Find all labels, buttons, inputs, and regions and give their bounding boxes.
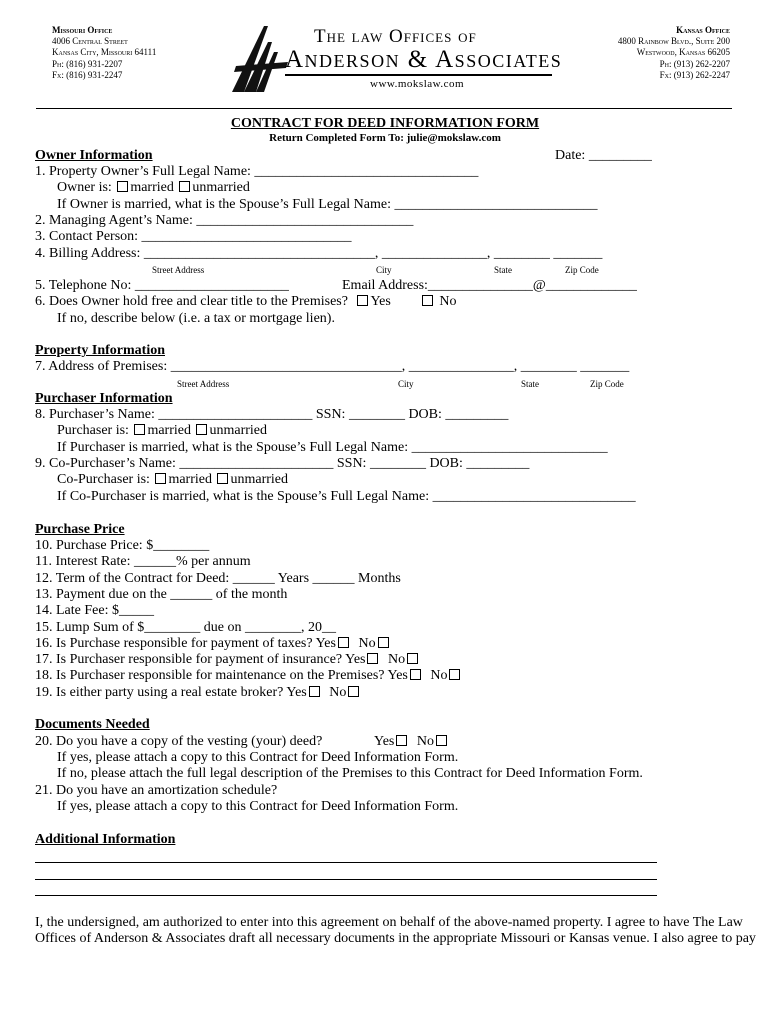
additional-heading: Additional Information xyxy=(35,832,176,847)
lump-sum-field[interactable]: 15. Lump Sum of $________ due on ________, 20__ xyxy=(35,620,336,635)
closing-text-line-2: Offices of Anderson & Associates draft all necessary documents in the appropriate Missouri or Kansas venue. I also agree to pay xyxy=(35,931,756,946)
deed-no-note: If no, please attach the full legal description of the Premises to this Contract for Deed Information Form. xyxy=(57,766,643,781)
owner-name-field[interactable]: 1. Property Owner’s Full Legal Name: ________________________________ xyxy=(35,164,479,179)
taxes-yes-checkbox[interactable] xyxy=(338,637,349,648)
deed-yes-note: If yes, please attach a copy to this Contract for Deed Information Form. xyxy=(57,750,459,765)
purchaser-married-label: married xyxy=(147,423,191,438)
deed-no-label: No xyxy=(416,734,434,749)
closing-text-line-1: I, the undersigned, am authorized to enter into this agreement on behalf of the above-named property. I agree to have The Law xyxy=(35,915,743,930)
free-clear-no-checkbox[interactable] xyxy=(422,295,433,306)
deed-question: 20. Do you have a copy of the vesting (your) deed? xyxy=(35,734,323,749)
additional-line-1[interactable] xyxy=(35,862,657,863)
insurance-no-checkbox[interactable] xyxy=(407,653,418,664)
form-title: CONTRACT FOR DEED INFORMATION FORM xyxy=(230,116,540,131)
taxes-no-checkbox[interactable] xyxy=(378,637,389,648)
premises-street-label: Street Address xyxy=(177,379,230,389)
maintenance-row xyxy=(35,668,462,684)
kansas-address-1: 4800 Rainbow Blvd., Suite 200 xyxy=(617,36,730,47)
purchaser-unmarried-label: unmarried xyxy=(209,423,267,438)
broker-no-label: No xyxy=(329,685,347,700)
copurchaser-name-field[interactable]: 9. Co-Purchaser’s Name: ______________________ SSN: ________ DOB: _________ xyxy=(35,456,530,471)
taxes-question: 16. Is Purchase responsible for payment of taxes? Yes xyxy=(35,636,336,651)
purchaser-married-checkbox[interactable] xyxy=(134,424,145,435)
billing-state-label: State xyxy=(494,265,512,275)
maintenance-no-checkbox[interactable] xyxy=(449,669,460,680)
purchaser-spouse-field[interactable]: If Purchaser is married, what is the Spouse’s Full Legal Name: ____________________________ xyxy=(57,440,608,455)
firm-line-1: The law Offices of xyxy=(314,26,477,47)
owner-spouse-field[interactable]: If Owner is married, what is the Spouse’s Full Legal Name: _____________________________ xyxy=(57,197,598,212)
additional-line-3[interactable] xyxy=(35,895,657,896)
missouri-address-1: 4006 Central Street xyxy=(52,36,128,47)
billing-zip-label: Zip Code xyxy=(565,265,599,275)
free-clear-row xyxy=(35,294,456,310)
interest-rate-field[interactable]: 11. Interest Rate: ______% per annum xyxy=(35,554,251,569)
copurchaser-unmarried-checkbox[interactable] xyxy=(217,473,228,484)
owner-married-checkbox[interactable] xyxy=(117,181,128,192)
copurchaser-is-label: Co-Purchaser is: xyxy=(57,472,150,487)
firm-website[interactable]: www.mokslaw.com xyxy=(370,78,465,90)
lien-description-note: If no, describe below (i.e. a tax or mortgage lien). xyxy=(57,311,335,326)
managing-agent-field[interactable]: 2. Managing Agent’s Name: _______________________________ xyxy=(35,213,414,228)
copurchaser-married-label: married xyxy=(168,472,212,487)
owner-heading: Owner Information xyxy=(35,148,153,163)
owner-marital-row xyxy=(57,180,250,196)
kansas-fax: Fx: (913) 262-2247 xyxy=(659,69,730,80)
insurance-yes-checkbox[interactable] xyxy=(367,653,378,664)
deed-options xyxy=(374,734,449,750)
missouri-address-2: Kansas City, Missouri 64111 xyxy=(52,47,157,58)
billing-street-label: Street Address xyxy=(152,265,205,275)
premises-state-label: State xyxy=(521,379,539,389)
documents-heading: Documents Needed xyxy=(35,717,150,732)
firm-logo-icon xyxy=(230,22,290,94)
billing-address-field[interactable]: 4. Billing Address: _________________________________, _______________, ________ _______ xyxy=(35,246,603,261)
insurance-no-label: No xyxy=(387,652,406,667)
contract-term-field[interactable]: 12. Term of the Contract for Deed: ______ Years ______ Months xyxy=(35,571,401,586)
kansas-address-2: Westwood, Kansas 66205 xyxy=(636,47,730,58)
copurchaser-marital-row xyxy=(57,472,288,488)
kansas-office-title: Kansas Office xyxy=(676,25,730,35)
free-clear-question: 6. Does Owner hold free and clear title to the Premises? xyxy=(35,294,348,309)
contact-person-field[interactable]: 3. Contact Person: ______________________________ xyxy=(35,229,352,244)
firm-underline xyxy=(285,74,552,76)
maintenance-no-label: No xyxy=(430,668,448,683)
date-field[interactable]: Date: _________ xyxy=(555,148,652,163)
email-field[interactable]: Email Address:_______________@_____________ xyxy=(342,278,637,293)
broker-question: 19. Is either party using a real estate broker? Yes xyxy=(35,685,307,700)
missouri-fax: Fx: (816) 931-2247 xyxy=(52,69,123,80)
premises-address-field[interactable]: 7. Address of Premises: _________________________________, _______________, ________ _______ xyxy=(35,359,630,374)
owner-unmarried-checkbox[interactable] xyxy=(179,181,190,192)
owner-married-label: married xyxy=(130,180,174,195)
owner-unmarried-label: unmarried xyxy=(192,180,250,195)
property-heading: Property Information xyxy=(35,343,165,358)
copurchaser-married-checkbox[interactable] xyxy=(155,473,166,484)
taxes-no-label: No xyxy=(358,636,376,651)
kansas-office xyxy=(618,25,730,81)
form-subtitle: Return Completed Form To: julie@mokslaw.com xyxy=(269,132,501,144)
insurance-question: 17. Is Purchaser responsible for payment of insurance? Yes xyxy=(35,652,366,667)
header-divider xyxy=(36,108,732,109)
purchase-price-field[interactable]: 10. Purchase Price: $________ xyxy=(35,538,210,553)
missouri-office-title: Missouri Office xyxy=(52,25,113,35)
maintenance-question: 18. Is Purchaser responsible for maintenance on the Premises? Yes xyxy=(35,668,408,683)
billing-city-label: City xyxy=(376,265,392,275)
copurchaser-spouse-field[interactable]: If Co-Purchaser is married, what is the Spouse’s Full Legal Name: _____________________________ xyxy=(57,489,636,504)
purchaser-name-field[interactable]: 8. Purchaser’s Name: ______________________ SSN: ________ DOB: _________ xyxy=(35,407,509,422)
purchaser-heading: Purchaser Information xyxy=(35,391,173,406)
telephone-field[interactable]: 5. Telephone No: ______________________ xyxy=(35,278,289,293)
purchaser-unmarried-checkbox[interactable] xyxy=(196,424,207,435)
premises-city-label: City xyxy=(398,379,414,389)
free-clear-yes-label: Yes xyxy=(370,294,391,309)
deed-yes-checkbox[interactable] xyxy=(396,735,407,746)
price-heading: Purchase Price xyxy=(35,522,125,537)
missouri-phone: Ph: (816) 931-2207 xyxy=(52,58,123,69)
insurance-row xyxy=(35,652,420,668)
amortization-question: 21. Do you have an amortization schedule? xyxy=(35,783,278,798)
amortization-note: If yes, please attach a copy to this Contract for Deed Information Form. xyxy=(57,799,459,814)
free-clear-no-label: No xyxy=(439,294,457,309)
purchaser-is-label: Purchaser is: xyxy=(57,423,129,438)
additional-line-2[interactable] xyxy=(35,879,657,880)
maintenance-yes-checkbox[interactable] xyxy=(410,669,421,680)
deed-no-checkbox[interactable] xyxy=(436,735,447,746)
kansas-phone: Ph: (913) 262-2207 xyxy=(659,58,730,69)
broker-yes-checkbox[interactable] xyxy=(309,686,320,697)
premises-zip-label: Zip Code xyxy=(590,379,624,389)
late-fee-field[interactable]: 14. Late Fee: $_____ xyxy=(35,603,154,618)
broker-row xyxy=(35,685,361,701)
payment-due-field[interactable]: 13. Payment due on the ______ of the month xyxy=(35,587,288,602)
missouri-office xyxy=(52,25,156,81)
purchaser-marital-row xyxy=(57,423,267,439)
broker-no-checkbox[interactable] xyxy=(348,686,359,697)
deed-yes-label: Yes xyxy=(374,734,395,749)
owner-is-label: Owner is: xyxy=(57,180,112,195)
copurchaser-unmarried-label: unmarried xyxy=(230,472,288,487)
free-clear-yes-checkbox[interactable] xyxy=(357,295,368,306)
taxes-row xyxy=(35,636,391,652)
firm-name: Anderson & Associates xyxy=(285,46,563,73)
